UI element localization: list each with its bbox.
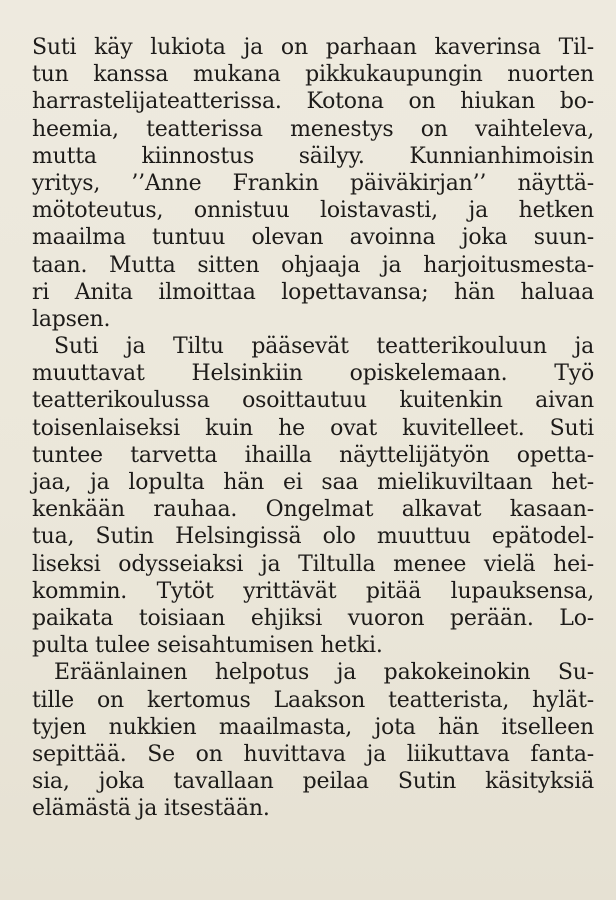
text-line: taan. Mutta sitten ohjaaja ja harjoitusmesta- bbox=[32, 252, 594, 278]
text-line: lapsen. bbox=[32, 306, 111, 332]
paragraph-3 bbox=[32, 659, 594, 822]
text-line: jaa, ja lopulta hän ei saa mielikuviltaan het- bbox=[32, 470, 594, 495]
text-line: sepittää. Se on huvittava ja liikuttava fanta- bbox=[32, 741, 594, 767]
text-line: tuntee tarvetta ihailla näyttelijätyön opetta- bbox=[32, 442, 594, 468]
text-line: mutta kiinnostus säilyy. Kunnianhimoisin bbox=[32, 143, 594, 169]
text-line: tille on kertomus Laakson teatterista, hylät- bbox=[32, 687, 594, 713]
text-line: muuttavat Helsinkiin opiskelemaan. Työ bbox=[32, 361, 594, 387]
text-line: kommin. Tytöt yrittävät pitää lupauksensa, bbox=[32, 578, 594, 604]
text-line: kenkään rauhaa. Ongelmat alkavat kasaan- bbox=[32, 497, 594, 523]
text-line: yritys, ’’Anne Frankin päiväkirjan’’ näyttä- bbox=[32, 170, 594, 196]
text-line: ri Anita ilmoittaa lopettavansa; hän haluaa bbox=[32, 279, 594, 305]
text-line: tun kanssa mukana pikkukaupungin nuorten bbox=[32, 62, 594, 88]
text-line: Eräänlainen helpotus ja pakokeinokin Su- bbox=[54, 660, 594, 686]
body-text bbox=[32, 34, 594, 822]
text-line: sia, joka tavallaan peilaa Sutin käsityksiä bbox=[32, 769, 594, 795]
text-line: maailma tuntuu olevan avoinna joka suun- bbox=[32, 225, 594, 251]
paragraph-2 bbox=[32, 333, 594, 659]
paragraph-1 bbox=[32, 34, 594, 333]
text-line: heemia, teatterissa menestys on vaihteleva, bbox=[32, 116, 594, 142]
text-line: pulta tulee seisahtumisen hetki. bbox=[32, 633, 383, 659]
text-line: paikata toisiaan ehjiksi vuoron perään. Lo- bbox=[32, 605, 594, 631]
text-line: elämästä ja itsestään. bbox=[32, 796, 270, 822]
text-line: harrastelijateatterissa. Kotona on hiukan bo- bbox=[32, 89, 594, 115]
text-line: Suti käy lukiota ja on parhaan kaverinsa Til- bbox=[32, 35, 594, 60]
text-line: toisenlaiseksi kuin he ovat kuvitelleet. Suti bbox=[32, 415, 594, 441]
text-line: liseksi odysseiaksi ja Tiltulla menee vielä hei- bbox=[32, 551, 594, 577]
text-line: tua, Sutin Helsingissä olo muuttuu epätodel- bbox=[32, 524, 594, 550]
text-line: Suti ja Tiltu pääsevät teatterikouluun ja bbox=[54, 334, 594, 360]
text-line: tyjen nukkien maailmasta, jota hän itselleen bbox=[32, 714, 594, 740]
text-line: mötoteutus, onnistuu loistavasti, ja hetken bbox=[32, 198, 594, 224]
text-line: teatterikoulussa osoittautuu kuitenkin aivan bbox=[32, 388, 594, 414]
